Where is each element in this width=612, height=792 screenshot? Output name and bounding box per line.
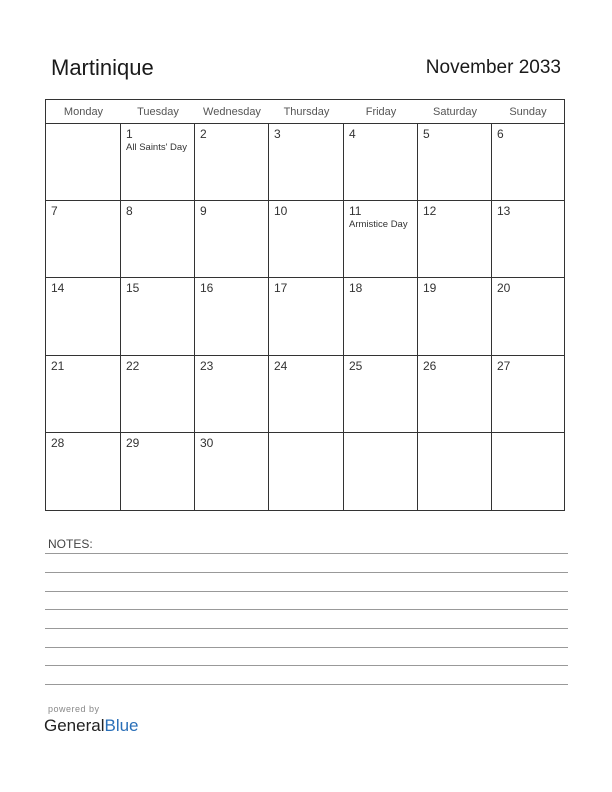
day-cell[interactable] xyxy=(269,356,344,433)
weekday-header-saturday: Saturday xyxy=(418,100,492,124)
day-cell[interactable] xyxy=(195,278,269,355)
notes-line xyxy=(45,609,568,610)
day-cell[interactable] xyxy=(492,278,564,355)
day-cell[interactable] xyxy=(269,201,344,278)
day-cell[interactable] xyxy=(195,201,269,278)
generalblue-logo[interactable] xyxy=(44,716,139,736)
day-number: 25 xyxy=(349,358,363,373)
weekday-header-friday: Friday xyxy=(344,100,418,124)
notes-line xyxy=(45,665,568,666)
day-number: 13 xyxy=(497,204,511,219)
day-number: 30 xyxy=(200,435,214,450)
day-cell[interactable] xyxy=(344,433,418,510)
day-number: 12 xyxy=(423,204,437,219)
day-number: 2 xyxy=(200,127,207,141)
day-number: 21 xyxy=(51,358,65,373)
day-number: 17 xyxy=(274,281,288,296)
calendar-grid xyxy=(45,99,565,511)
day-cell[interactable] xyxy=(121,356,195,433)
day-number: 3 xyxy=(274,127,281,141)
day-cell[interactable] xyxy=(344,356,418,433)
day-cell[interactable] xyxy=(269,278,344,355)
day-cell[interactable] xyxy=(121,278,195,355)
day-cell[interactable] xyxy=(344,278,418,355)
powered-by-text: powered by xyxy=(48,704,100,714)
notes-line xyxy=(45,572,568,573)
calendar-country-title: Martinique xyxy=(51,55,154,80)
day-cell[interactable] xyxy=(492,124,564,201)
day-number: 22 xyxy=(126,358,140,373)
notes-line xyxy=(45,553,568,554)
day-cell[interactable] xyxy=(418,201,492,278)
calendar-month-title: November 2033 xyxy=(425,57,561,78)
day-cell[interactable] xyxy=(46,433,121,510)
notes-label: NOTES: xyxy=(48,537,93,551)
notes-line xyxy=(45,591,568,592)
notes-line xyxy=(45,647,568,648)
day-number: 6 xyxy=(497,127,504,141)
day-number: 7 xyxy=(51,204,58,219)
day-number: 29 xyxy=(126,435,140,450)
brand-blue: Blue xyxy=(104,716,139,735)
day-number: 1 xyxy=(126,127,133,141)
day-cell[interactable] xyxy=(418,278,492,355)
weekday-header-monday: Monday xyxy=(46,100,121,124)
day-number: 26 xyxy=(423,358,437,373)
day-number: 23 xyxy=(200,358,214,373)
day-number: 8 xyxy=(126,204,133,219)
day-number: 11 xyxy=(349,204,362,219)
notes-line xyxy=(45,628,568,629)
day-number: 14 xyxy=(51,281,65,296)
day-number: 20 xyxy=(497,281,511,296)
day-number: 19 xyxy=(423,281,437,296)
day-cell[interactable] xyxy=(344,201,418,278)
day-number: 5 xyxy=(423,127,430,141)
day-number: 18 xyxy=(349,281,363,296)
day-cell[interactable] xyxy=(46,124,121,201)
day-cell[interactable] xyxy=(195,124,269,201)
day-cell[interactable] xyxy=(418,356,492,433)
day-number: 9 xyxy=(200,204,207,219)
day-number: 24 xyxy=(274,358,288,373)
day-number: 10 xyxy=(274,204,288,219)
day-cell[interactable] xyxy=(344,124,418,201)
day-cell[interactable] xyxy=(46,201,121,278)
day-cell[interactable] xyxy=(121,201,195,278)
day-number: 28 xyxy=(51,435,65,450)
day-cell[interactable] xyxy=(46,278,121,355)
day-cell[interactable] xyxy=(195,433,269,510)
day-cell[interactable] xyxy=(121,124,195,201)
day-cell[interactable] xyxy=(492,433,564,510)
day-cell[interactable] xyxy=(492,356,564,433)
day-cell[interactable] xyxy=(418,433,492,510)
day-cell[interactable] xyxy=(195,356,269,433)
day-number: 27 xyxy=(497,358,511,373)
brand-general: General xyxy=(44,716,105,735)
day-cell[interactable] xyxy=(492,201,564,278)
holiday-label: Armistice Day xyxy=(349,219,408,231)
notes-line xyxy=(45,684,568,685)
day-number: 16 xyxy=(200,281,214,296)
holiday-label: All Saints' Day xyxy=(126,142,187,153)
day-number: 4 xyxy=(349,127,356,141)
day-cell[interactable] xyxy=(121,433,195,510)
day-number: 15 xyxy=(126,281,140,296)
day-cell[interactable] xyxy=(418,124,492,201)
weekday-header-sunday: Sunday xyxy=(492,100,564,124)
weekday-header-wednesday: Wednesday xyxy=(195,100,269,124)
day-cell[interactable] xyxy=(46,356,121,433)
weekday-header-thursday: Thursday xyxy=(269,100,344,124)
weekday-header-tuesday: Tuesday xyxy=(121,100,195,124)
day-cell[interactable] xyxy=(269,124,344,201)
day-cell[interactable] xyxy=(269,433,344,510)
